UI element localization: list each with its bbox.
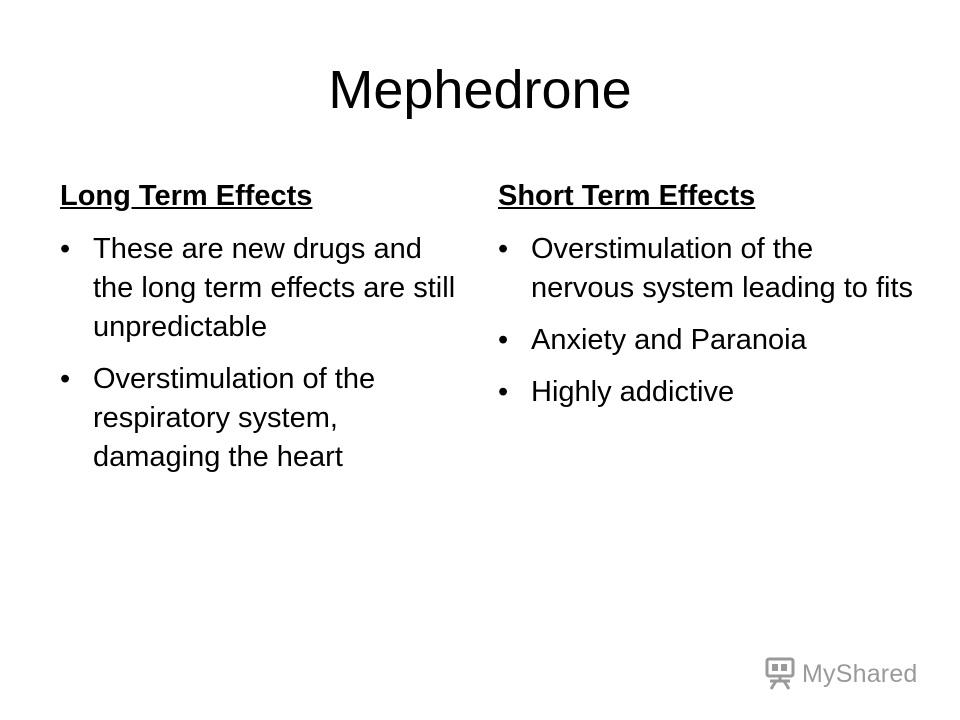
presentation-board-icon <box>764 657 796 691</box>
bullet-point: • <box>60 233 71 265</box>
bullet-point: • <box>60 363 71 395</box>
bullet-point: • <box>498 376 509 408</box>
long-term-effects-list <box>60 230 470 477</box>
slide-title: Mephedrone <box>328 60 632 120</box>
short-term-effects-heading: Short Term Effects <box>498 180 756 212</box>
watermark-text: MyShared <box>802 659 918 688</box>
long-term-effects-column <box>60 178 470 490</box>
list-item <box>60 360 470 477</box>
myshared-watermark <box>764 654 918 694</box>
bullet-text: Overstimulation of the respiratory system, damaging the heart <box>93 363 376 473</box>
bullet-point: • <box>498 233 509 265</box>
bullet-text: These are new drugs and the long term effects are still unpredictable <box>93 233 456 343</box>
bullet-text: Highly addictive <box>531 376 735 408</box>
long-term-effects-heading: Long Term Effects <box>60 180 313 212</box>
short-term-effects-list <box>498 230 918 412</box>
bullet-text: Anxiety and Paranoia <box>531 324 807 356</box>
bullet-text: Overstimulation of the nervous system leading to fits <box>531 233 914 304</box>
short-term-effects-column <box>498 178 918 425</box>
list-item <box>60 230 470 347</box>
bullet-point: • <box>498 324 509 356</box>
list-item <box>498 321 918 360</box>
list-item <box>498 373 918 412</box>
list-item <box>498 230 918 308</box>
